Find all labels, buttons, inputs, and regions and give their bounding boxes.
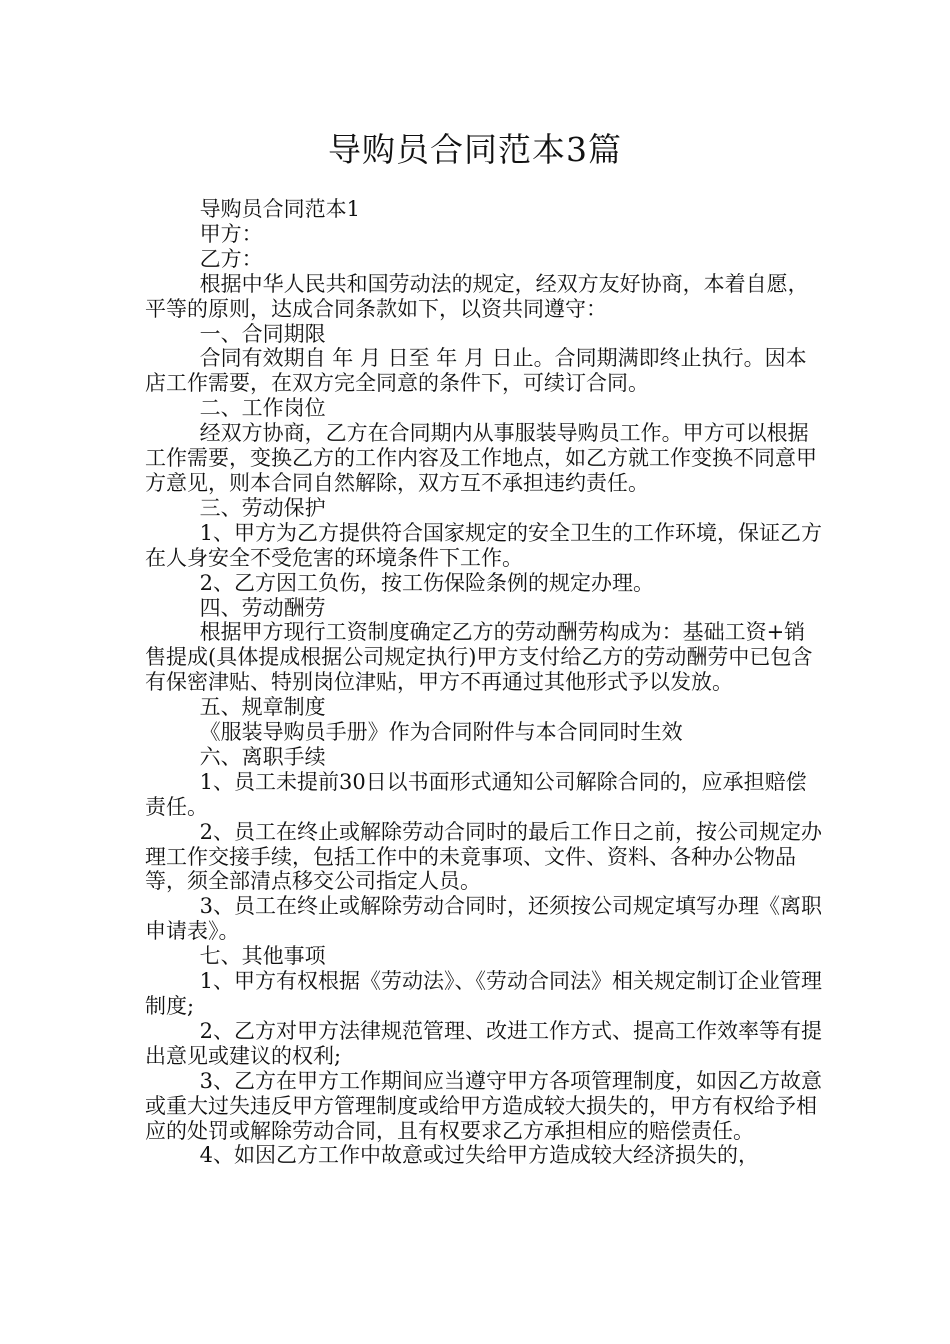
document-body	[145, 197, 825, 1168]
paragraph-protection-2: 2、乙方因工负伤，按工伤保险条例的规定办理。	[199, 570, 654, 595]
paragraph-other-2: 2、乙方对甲方法律规范管理、改进工作方式、提高工作效率等有提出意见或建议的权利;	[145, 1018, 822, 1068]
paragraph-preamble: 根据中华人民共和国劳动法的规定，经双方友好协商，本着自愿，平等的原则，达成合同条款如下，以资共同遵守：	[145, 271, 809, 321]
paragraph-position: 经双方协商，乙方在合同期内从事服装导购员工作。甲方可以根据工作需要，变换乙方的工作内容及工作地点，如乙方就工作变换不同意甲方意见，则本合同自然解除，双方互不承担违约责任。	[145, 421, 817, 495]
paragraph-rules: 《服装导购员手册》作为合同附件与本合同同时生效	[199, 720, 683, 745]
paragraph-subtitle: 导购员合同范本1	[199, 197, 360, 221]
paragraph-protection-1: 1、甲方为乙方提供符合国家规定的安全卫生的工作环境，保证乙方在人身安全不受危害的环境条件下工作。	[145, 520, 822, 570]
paragraph-resignation-1: 1、员工未提前30日以书面形式通知公司解除合同的，应承担赔偿责任。	[145, 769, 807, 819]
section-heading-remuneration: 四、劳动酬劳	[199, 595, 326, 620]
paragraph-term: 合同有效期自 年 月 日至 年 月 日止。合同期满即终止执行。因本店工作需要，在双方完全同意的条件下，可续订合同。	[145, 346, 807, 396]
paragraph-other-4: 4、如因乙方工作中故意或过失给甲方造成较大经济损失的，	[199, 1143, 759, 1168]
section-heading-resignation: 六、离职手续	[199, 744, 326, 769]
paragraph-other-1: 1、甲方有权根据《劳动法》、《劳动合同法》相关规定制订企业管理制度;	[145, 969, 822, 1018]
paragraph-remuneration: 根据甲方现行工资制度确定乙方的劳动酬劳构成为：基础工资+销售提成(具体提成根据公司规定执行)甲方支付给乙方的劳动酬劳中已包含有保密津贴、特别岗位津贴，甲方不再通过其他形式予以发放。	[145, 620, 813, 695]
section-heading-protection: 三、劳动保护	[199, 495, 326, 520]
paragraph-other-3: 3、乙方在甲方工作期间应当遵守甲方各项管理制度，如因乙方故意或重大过失违反甲方管理制度或给甲方造成较大损失的，甲方有权给予相应的处罚或解除劳动合同，且有权要求乙方承担相应的赔偿责任。	[145, 1068, 822, 1143]
document-title: 导购员合同范本3篇	[328, 130, 622, 169]
section-heading-position: 二、工作岗位	[199, 396, 326, 421]
paragraph-party-b: 乙方：	[199, 246, 263, 271]
section-heading-rules: 五、规章制度	[199, 695, 326, 720]
section-heading-other: 七、其他事项	[199, 944, 326, 969]
section-heading-term: 一、合同期限	[199, 321, 326, 346]
paragraph-party-a: 甲方：	[199, 221, 263, 246]
paragraph-resignation-3: 3、员工在终止或解除劳动合同时，还须按公司规定填写办理《离职申请表》。	[145, 894, 822, 944]
paragraph-resignation-2: 2、员工在终止或解除劳动合同时的最后工作日之前，按公司规定办理工作交接手续，包括工作中的未竟事项、文件、资料、各种办公物品等，须全部清点移交公司指定人员。	[145, 819, 822, 894]
